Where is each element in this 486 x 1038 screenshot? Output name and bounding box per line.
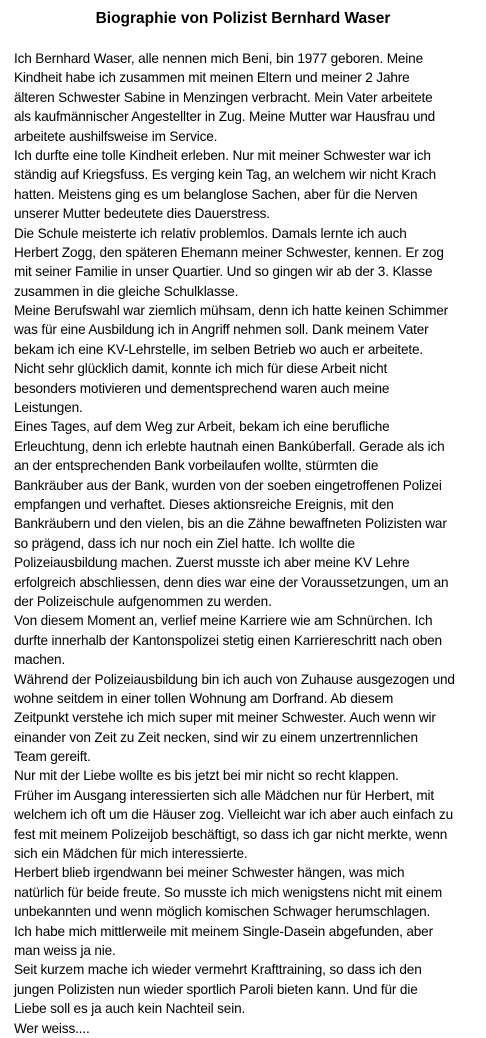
text-line: hatten. Meistens ging es um belanglose Sachen, aber für die Nerven — [14, 186, 418, 202]
text-line: Herbert blieb irgendwann bei meiner Schwester hängen, was mich — [14, 865, 405, 881]
text-line: so prägend, dass ich nur noch ein Ziel hatte. Ich wollte die — [14, 535, 355, 551]
text-line: machen. — [14, 652, 66, 668]
text-line: Liebe soll es ja auch kein Nachteil sein. — [14, 1001, 246, 1017]
text-line: Eines Tages, auf dem Weg zur Arbeit, bekam ich eine berufliche — [14, 419, 390, 435]
text-line: jungen Polizisten nun wieder sportlich Paroli bieten kann. Und für die — [14, 981, 418, 997]
text-line: unserer Mutter bedeutete dies Dauerstress. — [14, 206, 270, 222]
text-line: als kaufmännischer Angestellter in Zug. Meine Mutter war Hausfrau und — [14, 109, 436, 125]
text-line: man weiss ja nie. — [14, 942, 116, 958]
text-line: bekam ich eine KV-Lehrstelle, im selben Betrieb wo auch er arbeitete. — [14, 341, 424, 357]
text-line: fest mit meinem Polizeijob beschäftigt, so dass ich gar nicht merkte, wenn — [14, 826, 448, 842]
text-line: Von diesem Moment an, verlief meine Karriere wie am Schnürchen. Ich — [14, 613, 433, 629]
text-line: Nicht sehr glücklich damit, konnte ich mich für diese Arbeit nicht — [14, 361, 388, 377]
text-line: Leistungen. — [14, 400, 83, 416]
text-line: Wer weiss.... — [14, 1020, 90, 1036]
text-line: Ich Bernhard Waser, alle nennen mich Beni, bin 1977 geboren. Meine — [14, 51, 423, 66]
text-line: der Polizeischule aufgenommen zu werden. — [14, 593, 272, 609]
text-line: ständig auf Kriegsfuss. Es verging kein Tag, an welchem wir nicht Krach — [14, 167, 437, 183]
text-line: arbeitete aushilfsweise im Service. — [14, 128, 218, 144]
text-line: mit seiner Familie in unser Quartier. Und so gingen wir ab der 3. Klasse — [14, 264, 433, 280]
text-line: Erleuchtung, denn ich erlebte hautnah einen Bankúberfall. Gerade als ich — [14, 438, 445, 454]
text-line: an der entsprechenden Bank vorbeilaufen wollte, stürmten die — [14, 458, 379, 474]
text-line: Seit kurzem mache ich wieder vermehrt Krafttraining, so dass ich den — [14, 962, 422, 978]
text-line: empfangen und verhaftet. Dieses aktionsreiche Ereignis, mit den — [14, 496, 394, 512]
text-line: Ich durfte eine tolle Kindheit erleben. Nur mit meiner Schwester war ich — [14, 147, 431, 163]
document-title: Biographie von Polizist Bernhard Waser — [95, 10, 391, 27]
document-body — [14, 49, 484, 1038]
text-line: wohne seitdem in einer tollen Wohnung am Dorfrand. Ab diesem — [14, 690, 394, 706]
text-line: Während der Polizeiausbildung bin ich auch von Zuhause ausgezogen und — [14, 671, 455, 687]
text-line: besonders motivieren und dementsprechend waren auch meine — [14, 380, 390, 396]
text-line: unbekannten und wenn möglich komischen Schwager herumschlagen. — [14, 904, 431, 920]
text-line: älteren Schwester Sabine in Menzingen verbracht. Mein Vater arbeitete — [14, 89, 433, 105]
text-line: Herbert Zogg, den späteren Ehemann meiner Schwester, kennen. Er zog — [14, 244, 444, 260]
text-line: Ich habe mich mittlerweile mit meinem Single-Dasein abgefunden, aber — [14, 923, 433, 939]
text-line: einander von Zeit zu Zeit necken, sind wir zu einem unzertrennlichen — [14, 729, 418, 745]
text-line: Zeitpunkt verstehe ich mich super mit meiner Schwester. Auch wenn wir — [14, 710, 436, 726]
text-line: was für eine Ausbildung ich in Angriff nehmen soll. Dank meinem Vater — [14, 322, 429, 338]
text-line: Meine Berufswahl war ziemlich mühsam, denn ich hatte keinen Schimmer — [14, 303, 449, 319]
text-line: sich ein Mädchen für mich interessierte. — [14, 846, 248, 862]
text-line: Nur mit der Liebe wollte es bis jetzt bei mir nicht so recht klappen. — [14, 768, 399, 784]
text-line: Bankräubern und den vielen, bis an die Zähne bewaffneten Polizisten war — [14, 516, 447, 532]
text-line: welchem ich oft um die Häuser zog. Vielleicht war ich aber auch einfach zu — [14, 807, 453, 823]
text-line: Kindheit habe ich zusammen mit meinen Eltern und meiner 2 Jahre — [14, 70, 410, 86]
text-line: durfte innerhalb der Kantonspolizei stetig einen Karriereschritt nach oben — [14, 632, 442, 648]
text-line: Bankräuber aus der Bank, wurden von der soeben eingetroffenen Polizei — [14, 477, 442, 493]
text-line: Team gereift. — [14, 749, 91, 765]
text-line: Früher im Ausgang interessierten sich alle Mädchen nur für Herbert, mit — [14, 787, 435, 803]
text-line: Die Schule meisterte ich relativ problemlos. Damals lernte ich auch — [14, 225, 407, 241]
text-line: natürlich für beide freute. So musste ich mich wenigstens nicht mit einem — [14, 884, 443, 900]
text-line: Polizeiausbildung machen. Zuerst musste ich aber meine KV Lehre — [14, 555, 410, 571]
text-line: zusammen in die gleiche Schulklasse. — [14, 283, 239, 299]
text-line: erfolgreich abschliessen, denn dies war eine der Voraussetzungen, um an — [14, 574, 449, 590]
